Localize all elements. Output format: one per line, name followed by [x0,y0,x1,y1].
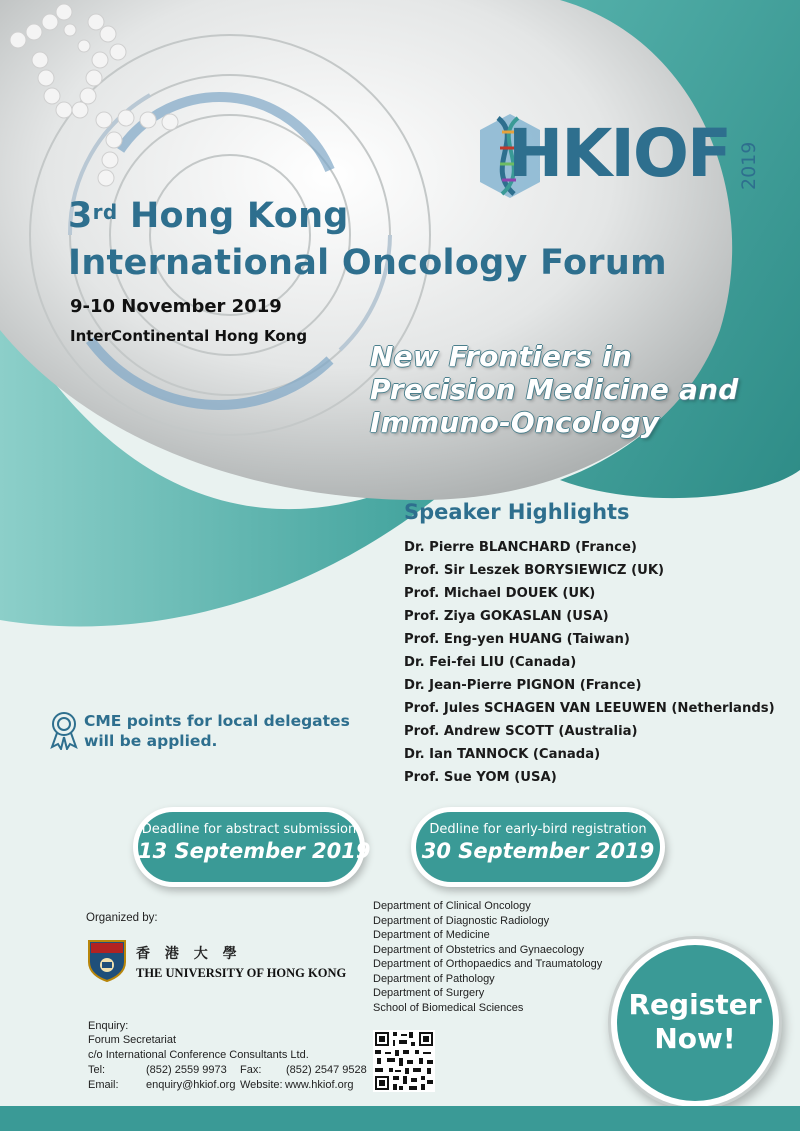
hku-name-chinese: 香 港 大 學 [136,946,242,962]
event-dates: 9-10 November 2019 [70,296,282,317]
register-label-line1: Register [628,988,762,1021]
enquiry-line2: c/o International Conference Consultants Ltd. [88,1049,309,1061]
speaker-list [404,536,775,789]
email-link[interactable]: enquiry@hkiof.org [146,1079,236,1091]
organized-by-label: Organized by: [86,912,158,924]
hku-crest-icon [86,938,128,982]
qr-code-icon[interactable] [373,1030,435,1092]
department-item: Department of Diagnostic Radiology [373,914,550,927]
speaker-item: Prof. Jules SCHAGEN VAN LEEUWEN (Netherlands) [404,701,775,716]
department-item: Department of Pathology [373,972,495,985]
speaker-item: Prof. Andrew SCOTT (Australia) [404,724,638,739]
event-title-line1: 3rd Hong Kong [68,196,349,236]
register-label-line2: Now! [654,1022,736,1055]
theme-line3: Immuno-Oncology [370,406,660,439]
department-item: Department of Orthopaedics and Traumatology [373,958,603,970]
cme-notice [84,711,350,751]
footer-bar [0,1106,800,1131]
department-item: Department of Obstetrics and Gynaecology [373,943,584,956]
speaker-item: Prof. Eng-yen HUANG (Taiwan) [404,632,630,647]
speaker-item: Prof. Michael DOUEK (UK) [404,586,596,601]
enquiry-line1: Forum Secretariat [88,1034,177,1046]
earlybird-deadline-label: Dedline for early-bird registration [429,822,647,837]
website-label: Website: [240,1079,283,1091]
abstract-deadline-badge [138,812,371,882]
fax-value: (852) 2547 9528 [286,1064,367,1076]
hku-name-english: THE UNIVERSITY OF HONG KONG [136,966,347,980]
speaker-item: Prof. Ziya GOKASLAN (USA) [404,609,609,624]
speaker-item: Dr. Pierre BLANCHARD (France) [404,540,637,555]
logo-wordmark: HKIOF [508,115,731,192]
department-item: Department of Medicine [373,929,490,941]
department-item: Department of Clinical Oncology [373,900,531,912]
earlybird-deadline-badge [416,812,660,882]
abstract-deadline-date: 13 September 2019 [138,839,371,863]
register-now-button[interactable] [617,945,773,1101]
award-ribbon-icon [48,710,80,750]
event-venue: InterContinental Hong Kong [70,327,308,345]
speaker-item: Dr. Jean-Pierre PIGNON (France) [404,678,642,693]
department-item: School of Biomedical Sciences [373,1001,524,1014]
speaker-item: Prof. Sue YOM (USA) [404,770,557,785]
speaker-item: Prof. Sir Leszek BORYSIEWICZ (UK) [404,563,665,578]
department-list [373,899,602,1015]
website-link[interactable]: www.hkiof.org [285,1079,354,1091]
tel-value: (852) 2559 9973 [146,1064,227,1076]
abstract-deadline-label: Deadline for abstract submission [141,822,357,837]
enquiry-heading: Enquiry: [88,1020,129,1032]
speaker-item: Dr. Fei-fei LIU (Canada) [404,655,577,670]
fax-label: Fax: [240,1064,262,1076]
speaker-item: Dr. Ian TANNOCK (Canada) [404,747,601,762]
email-label: Email: [88,1079,119,1091]
event-title-line2: International Oncology Forum [68,243,667,283]
department-item: Department of Surgery [373,987,485,999]
cme-line2: will be applied. [84,732,218,750]
earlybird-deadline-date: 30 September 2019 [421,839,655,863]
theme-line1: New Frontiers in [370,340,632,373]
theme-line2: Precision Medicine and [370,373,739,406]
logo-year: 2019 [738,141,760,190]
tel-label: Tel: [88,1064,106,1076]
speaker-highlights-heading: Speaker Highlights [404,500,630,524]
cme-line1: CME points for local delegates [84,712,350,730]
